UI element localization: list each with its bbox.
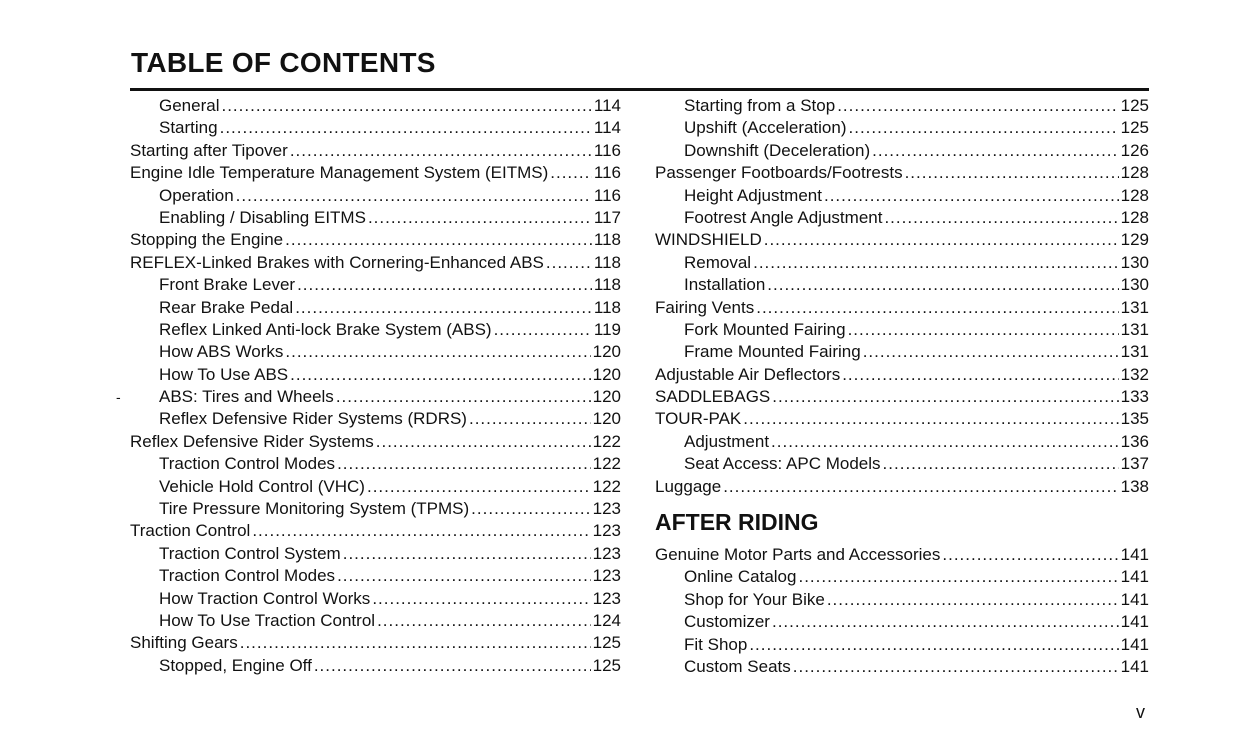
toc-entry-title: Reflex Defensive Rider Systems xyxy=(130,431,374,451)
dot-leader xyxy=(883,453,1119,475)
toc-entry[interactable] xyxy=(655,476,1149,498)
toc-entry-title: How To Use ABS xyxy=(159,364,289,384)
toc-entry-title: Fork Mounted Fairing xyxy=(684,319,846,339)
toc-entry-page-number: 117 xyxy=(593,207,621,227)
dot-leader xyxy=(377,610,591,632)
toc-entry-page-number: 122 xyxy=(592,431,621,451)
dot-leader xyxy=(236,185,592,207)
toc-entry-page-number: 131 xyxy=(1120,297,1149,317)
toc-entry[interactable] xyxy=(655,274,1149,296)
toc-entry-title: Stopped, Engine Off xyxy=(159,655,312,675)
dot-leader xyxy=(884,207,1118,229)
toc-entry[interactable] xyxy=(130,297,621,319)
toc-entry[interactable] xyxy=(130,520,621,542)
toc-entry-title: Enabling / Disabling EITMS xyxy=(159,207,366,227)
toc-entry-title: Shifting Gears xyxy=(130,633,238,653)
toc-entry-page-number: 131 xyxy=(1120,342,1149,362)
toc-entry[interactable] xyxy=(655,297,1149,319)
toc-entry-page-number: 125 xyxy=(592,633,621,653)
toc-entry-title: Tire Pressure Monitoring System (TPMS) xyxy=(159,499,470,519)
dot-leader xyxy=(872,140,1118,162)
toc-entry-title: Starting xyxy=(159,118,218,138)
toc-entry[interactable] xyxy=(655,589,1149,611)
toc-entry-title: Front Brake Lever xyxy=(159,275,296,295)
toc-entry[interactable] xyxy=(130,453,621,475)
toc-entry-page-number: 135 xyxy=(1120,409,1149,429)
toc-entry[interactable] xyxy=(130,588,621,610)
toc-entry[interactable] xyxy=(130,655,621,677)
toc-entry-title: Traction Control Modes xyxy=(159,454,336,474)
dot-leader xyxy=(220,117,592,139)
toc-entry-title: Reflex Linked Anti-lock Brake System (ABS) xyxy=(159,319,492,339)
toc-entry[interactable] xyxy=(130,565,621,587)
toc-entry[interactable] xyxy=(655,162,1149,184)
toc-entry-page-number: 114 xyxy=(593,118,621,138)
dot-leader xyxy=(295,297,592,319)
toc-entry[interactable] xyxy=(130,185,621,207)
dot-leader xyxy=(749,634,1118,656)
toc-entry-page-number: 124 xyxy=(592,610,621,630)
toc-entry-page-number: 116 xyxy=(593,163,621,183)
dot-leader xyxy=(252,520,590,542)
toc-entry-page-number: 118 xyxy=(593,275,621,295)
toc-entry-title: Passenger Footboards/Footrests xyxy=(655,163,903,183)
toc-entry-page-number: 123 xyxy=(592,543,621,563)
dot-leader xyxy=(285,229,592,251)
toc-entry-title: Upshift (Acceleration) xyxy=(684,118,847,138)
toc-entry[interactable] xyxy=(130,162,621,184)
toc-entry-page-number: 118 xyxy=(593,297,621,317)
toc-entry-page-number: 137 xyxy=(1120,454,1149,474)
toc-entry[interactable] xyxy=(130,341,621,363)
toc-entry[interactable] xyxy=(655,185,1149,207)
toc-entry-page-number: 119 xyxy=(593,319,621,339)
dot-leader xyxy=(793,656,1119,678)
toc-entry-page-number: 141 xyxy=(1120,589,1149,609)
toc-entry-title: Stopping the Engine xyxy=(130,230,284,250)
dot-leader xyxy=(372,588,590,610)
dot-leader xyxy=(494,319,592,341)
toc-entry-page-number: 123 xyxy=(592,588,621,608)
toc-entry-title: How To Use Traction Control xyxy=(159,610,376,630)
toc-entry-title: Customizer xyxy=(684,612,770,632)
toc-entry-page-number: 125 xyxy=(592,655,621,675)
dot-leader xyxy=(546,252,592,274)
toc-entry-title: Engine Idle Temperature Management System (EITMS) xyxy=(130,163,549,183)
dot-leader xyxy=(343,543,591,565)
toc-entry[interactable] xyxy=(655,117,1149,139)
toc-entry-page-number: 120 xyxy=(592,342,621,362)
toc-entry[interactable] xyxy=(130,431,621,453)
toc-entry-title: Footrest Angle Adjustment xyxy=(684,207,883,227)
toc-entry-title: Installation xyxy=(684,275,766,295)
dot-leader xyxy=(471,498,590,520)
toc-entry-title: TOUR-PAK xyxy=(655,409,742,429)
dot-leader xyxy=(368,207,592,229)
dot-leader xyxy=(367,476,591,498)
toc-entry-page-number: 136 xyxy=(1120,431,1149,451)
toc-entry-page-number: 122 xyxy=(592,476,621,496)
toc-entry[interactable] xyxy=(655,656,1149,678)
dot-leader xyxy=(842,364,1118,386)
dot-leader xyxy=(297,274,592,296)
stray-margin-mark: - xyxy=(116,389,121,406)
toc-entry-title: Rear Brake Pedal xyxy=(159,297,294,317)
toc-entry-page-number: 118 xyxy=(593,252,621,272)
toc-entry-page-number: 141 xyxy=(1120,567,1149,587)
toc-entry[interactable] xyxy=(655,634,1149,656)
page-number: v xyxy=(1136,702,1145,722)
dot-leader xyxy=(337,453,591,475)
toc-entry-title: Downshift (Deceleration) xyxy=(684,140,871,160)
toc-entry-title: How ABS Works xyxy=(159,342,284,362)
toc-entry-page-number: 128 xyxy=(1120,185,1149,205)
toc-entry-page-number: 130 xyxy=(1120,252,1149,272)
toc-entry[interactable] xyxy=(655,95,1149,117)
dot-leader xyxy=(290,140,592,162)
toc-entry-title: Removal xyxy=(684,252,752,272)
toc-entry-title: WINDSHIELD xyxy=(655,230,762,250)
toc-entry-title: Adjustable Air Deflectors xyxy=(655,364,841,384)
dot-leader xyxy=(863,341,1119,363)
toc-entry-page-number: 123 xyxy=(592,566,621,586)
dot-leader xyxy=(376,431,591,453)
dot-leader xyxy=(848,319,1119,341)
toc-entry-page-number: 125 xyxy=(1120,118,1149,138)
toc-entry-title: Traction Control Modes xyxy=(159,566,336,586)
toc-entry[interactable] xyxy=(655,611,1149,633)
toc-entry-title: General xyxy=(159,96,220,115)
toc-entry-page-number: 128 xyxy=(1120,163,1149,183)
toc-entry-page-number: 141 xyxy=(1120,545,1149,565)
dot-leader xyxy=(723,476,1118,498)
dot-leader xyxy=(337,565,591,587)
dot-leader xyxy=(290,364,590,386)
toc-entry[interactable] xyxy=(130,140,621,162)
dot-leader xyxy=(849,117,1119,139)
toc-entry[interactable] xyxy=(655,453,1149,475)
toc-entry-page-number: 116 xyxy=(593,140,621,160)
toc-entry-title: Fit Shop xyxy=(684,634,748,654)
toc-entry-page-number: 128 xyxy=(1120,207,1149,227)
toc-entry[interactable] xyxy=(130,632,621,654)
toc-entry-title: Custom Seats xyxy=(684,656,791,676)
dot-leader xyxy=(771,431,1119,453)
toc-entry-page-number: 120 xyxy=(592,409,621,429)
toc-entry[interactable] xyxy=(130,543,621,565)
dot-leader xyxy=(824,185,1119,207)
toc-entry-page-number: 125 xyxy=(1120,96,1149,115)
toc-entry-page-number: 116 xyxy=(593,185,621,205)
toc-entry-page-number: 129 xyxy=(1120,230,1149,250)
toc-entry-title: Vehicle Hold Control (VHC) xyxy=(159,476,365,496)
toc-entry-page-number: 130 xyxy=(1120,275,1149,295)
toc-entry-page-number: 141 xyxy=(1120,612,1149,632)
toc-entry[interactable] xyxy=(130,610,621,632)
dot-leader xyxy=(772,611,1119,633)
dot-leader xyxy=(942,544,1118,566)
toc-entry[interactable] xyxy=(130,476,621,498)
toc-entry[interactable] xyxy=(655,364,1149,386)
toc-entry-page-number: 126 xyxy=(1120,140,1149,160)
dot-leader xyxy=(743,408,1118,430)
toc-entry-title: REFLEX-Linked Brakes with Cornering-Enhanced ABS xyxy=(130,252,544,272)
toc-entry-page-number: 114 xyxy=(593,96,621,115)
toc-entry[interactable] xyxy=(655,229,1149,251)
toc-entry[interactable] xyxy=(130,498,621,520)
dot-leader xyxy=(336,386,591,408)
toc-entry[interactable] xyxy=(655,544,1149,566)
toc-entry[interactable] xyxy=(130,207,621,229)
toc-entry-title: Online Catalog xyxy=(684,567,797,587)
toc-entry[interactable] xyxy=(655,566,1149,588)
dot-leader xyxy=(905,162,1119,184)
dot-leader xyxy=(827,589,1119,611)
dot-leader xyxy=(837,95,1118,117)
toc-entry-title: Luggage xyxy=(655,476,722,496)
title-divider xyxy=(130,88,1149,91)
toc-entry-title: Starting from a Stop xyxy=(684,96,836,115)
toc-entry[interactable] xyxy=(655,431,1149,453)
dot-leader xyxy=(756,297,1118,319)
toc-entry-title: Traction Control xyxy=(130,521,251,541)
dot-leader xyxy=(314,655,591,677)
toc-entry-title: Operation xyxy=(159,185,234,205)
toc-entry-page-number: 132 xyxy=(1120,364,1149,384)
toc-entry-page-number: 122 xyxy=(592,454,621,474)
toc-entry-page-number: 120 xyxy=(592,387,621,407)
toc-entry-title: Seat Access: APC Models xyxy=(684,454,881,474)
section-heading-after-riding: AFTER RIDING xyxy=(655,509,819,536)
toc-entry[interactable] xyxy=(655,252,1149,274)
toc-left-column xyxy=(116,95,621,677)
dot-leader xyxy=(240,632,591,654)
toc-entry-title: Genuine Motor Parts and Accessories xyxy=(655,545,941,565)
toc-entry-title: How Traction Control Works xyxy=(159,588,371,608)
toc-entry[interactable] xyxy=(655,341,1149,363)
page-title: TABLE OF CONTENTS xyxy=(131,47,436,78)
toc-entry-title: Reflex Defensive Rider Systems (RDRS) xyxy=(159,409,467,429)
toc-entry[interactable] xyxy=(130,252,621,274)
toc-entry-page-number: 118 xyxy=(593,230,621,250)
toc-entry-title: Adjustment xyxy=(684,431,770,451)
toc-entry[interactable] xyxy=(655,140,1149,162)
toc-entry[interactable] xyxy=(130,95,621,117)
toc-entry-title: SADDLEBAGS xyxy=(655,387,771,407)
toc-entry-page-number: 138 xyxy=(1120,476,1149,496)
dot-leader xyxy=(753,252,1119,274)
toc-entry[interactable] xyxy=(130,408,621,430)
toc-entry[interactable] xyxy=(655,207,1149,229)
dot-leader xyxy=(767,274,1118,296)
toc-entry[interactable] xyxy=(655,386,1149,408)
toc-entry-title: Shop for Your Bike xyxy=(684,589,825,609)
toc-entry-page-number: 141 xyxy=(1120,634,1149,654)
toc-entry[interactable] xyxy=(130,229,621,251)
toc-entry-title: ABS: Tires and Wheels xyxy=(159,387,334,407)
toc-entry[interactable] xyxy=(130,319,621,341)
toc-entry-page-number: 123 xyxy=(592,499,621,519)
toc-right-list-before-riding xyxy=(655,95,1149,498)
toc-entry[interactable] xyxy=(655,408,1149,430)
toc-entry-page-number: 133 xyxy=(1120,387,1149,407)
toc-entry[interactable] xyxy=(130,117,621,139)
toc-entry[interactable] xyxy=(130,274,621,296)
toc-entry-title: Height Adjustment xyxy=(684,185,822,205)
toc-entry[interactable] xyxy=(116,386,621,408)
dot-leader xyxy=(798,566,1118,588)
toc-entry-title: Frame Mounted Fairing xyxy=(684,342,861,362)
toc-entry-page-number: 141 xyxy=(1120,656,1149,676)
toc-entry-page-number: 131 xyxy=(1120,319,1149,339)
toc-right-list-after-riding xyxy=(655,544,1149,678)
dot-leader xyxy=(285,341,590,363)
dot-leader xyxy=(221,95,591,117)
dot-leader xyxy=(550,162,592,184)
toc-entry[interactable] xyxy=(655,319,1149,341)
toc-entry-page-number: 120 xyxy=(592,364,621,384)
toc-entry-title: Fairing Vents xyxy=(655,297,755,317)
toc-entry[interactable] xyxy=(130,364,621,386)
toc-entry-page-number: 123 xyxy=(592,521,621,541)
dot-leader xyxy=(469,408,591,430)
toc-right-column xyxy=(655,95,1149,678)
toc-entry-title: Traction Control System xyxy=(159,543,341,563)
dot-leader xyxy=(764,229,1119,251)
dot-leader xyxy=(772,386,1118,408)
toc-entry-title: Starting after Tipover xyxy=(130,140,288,160)
